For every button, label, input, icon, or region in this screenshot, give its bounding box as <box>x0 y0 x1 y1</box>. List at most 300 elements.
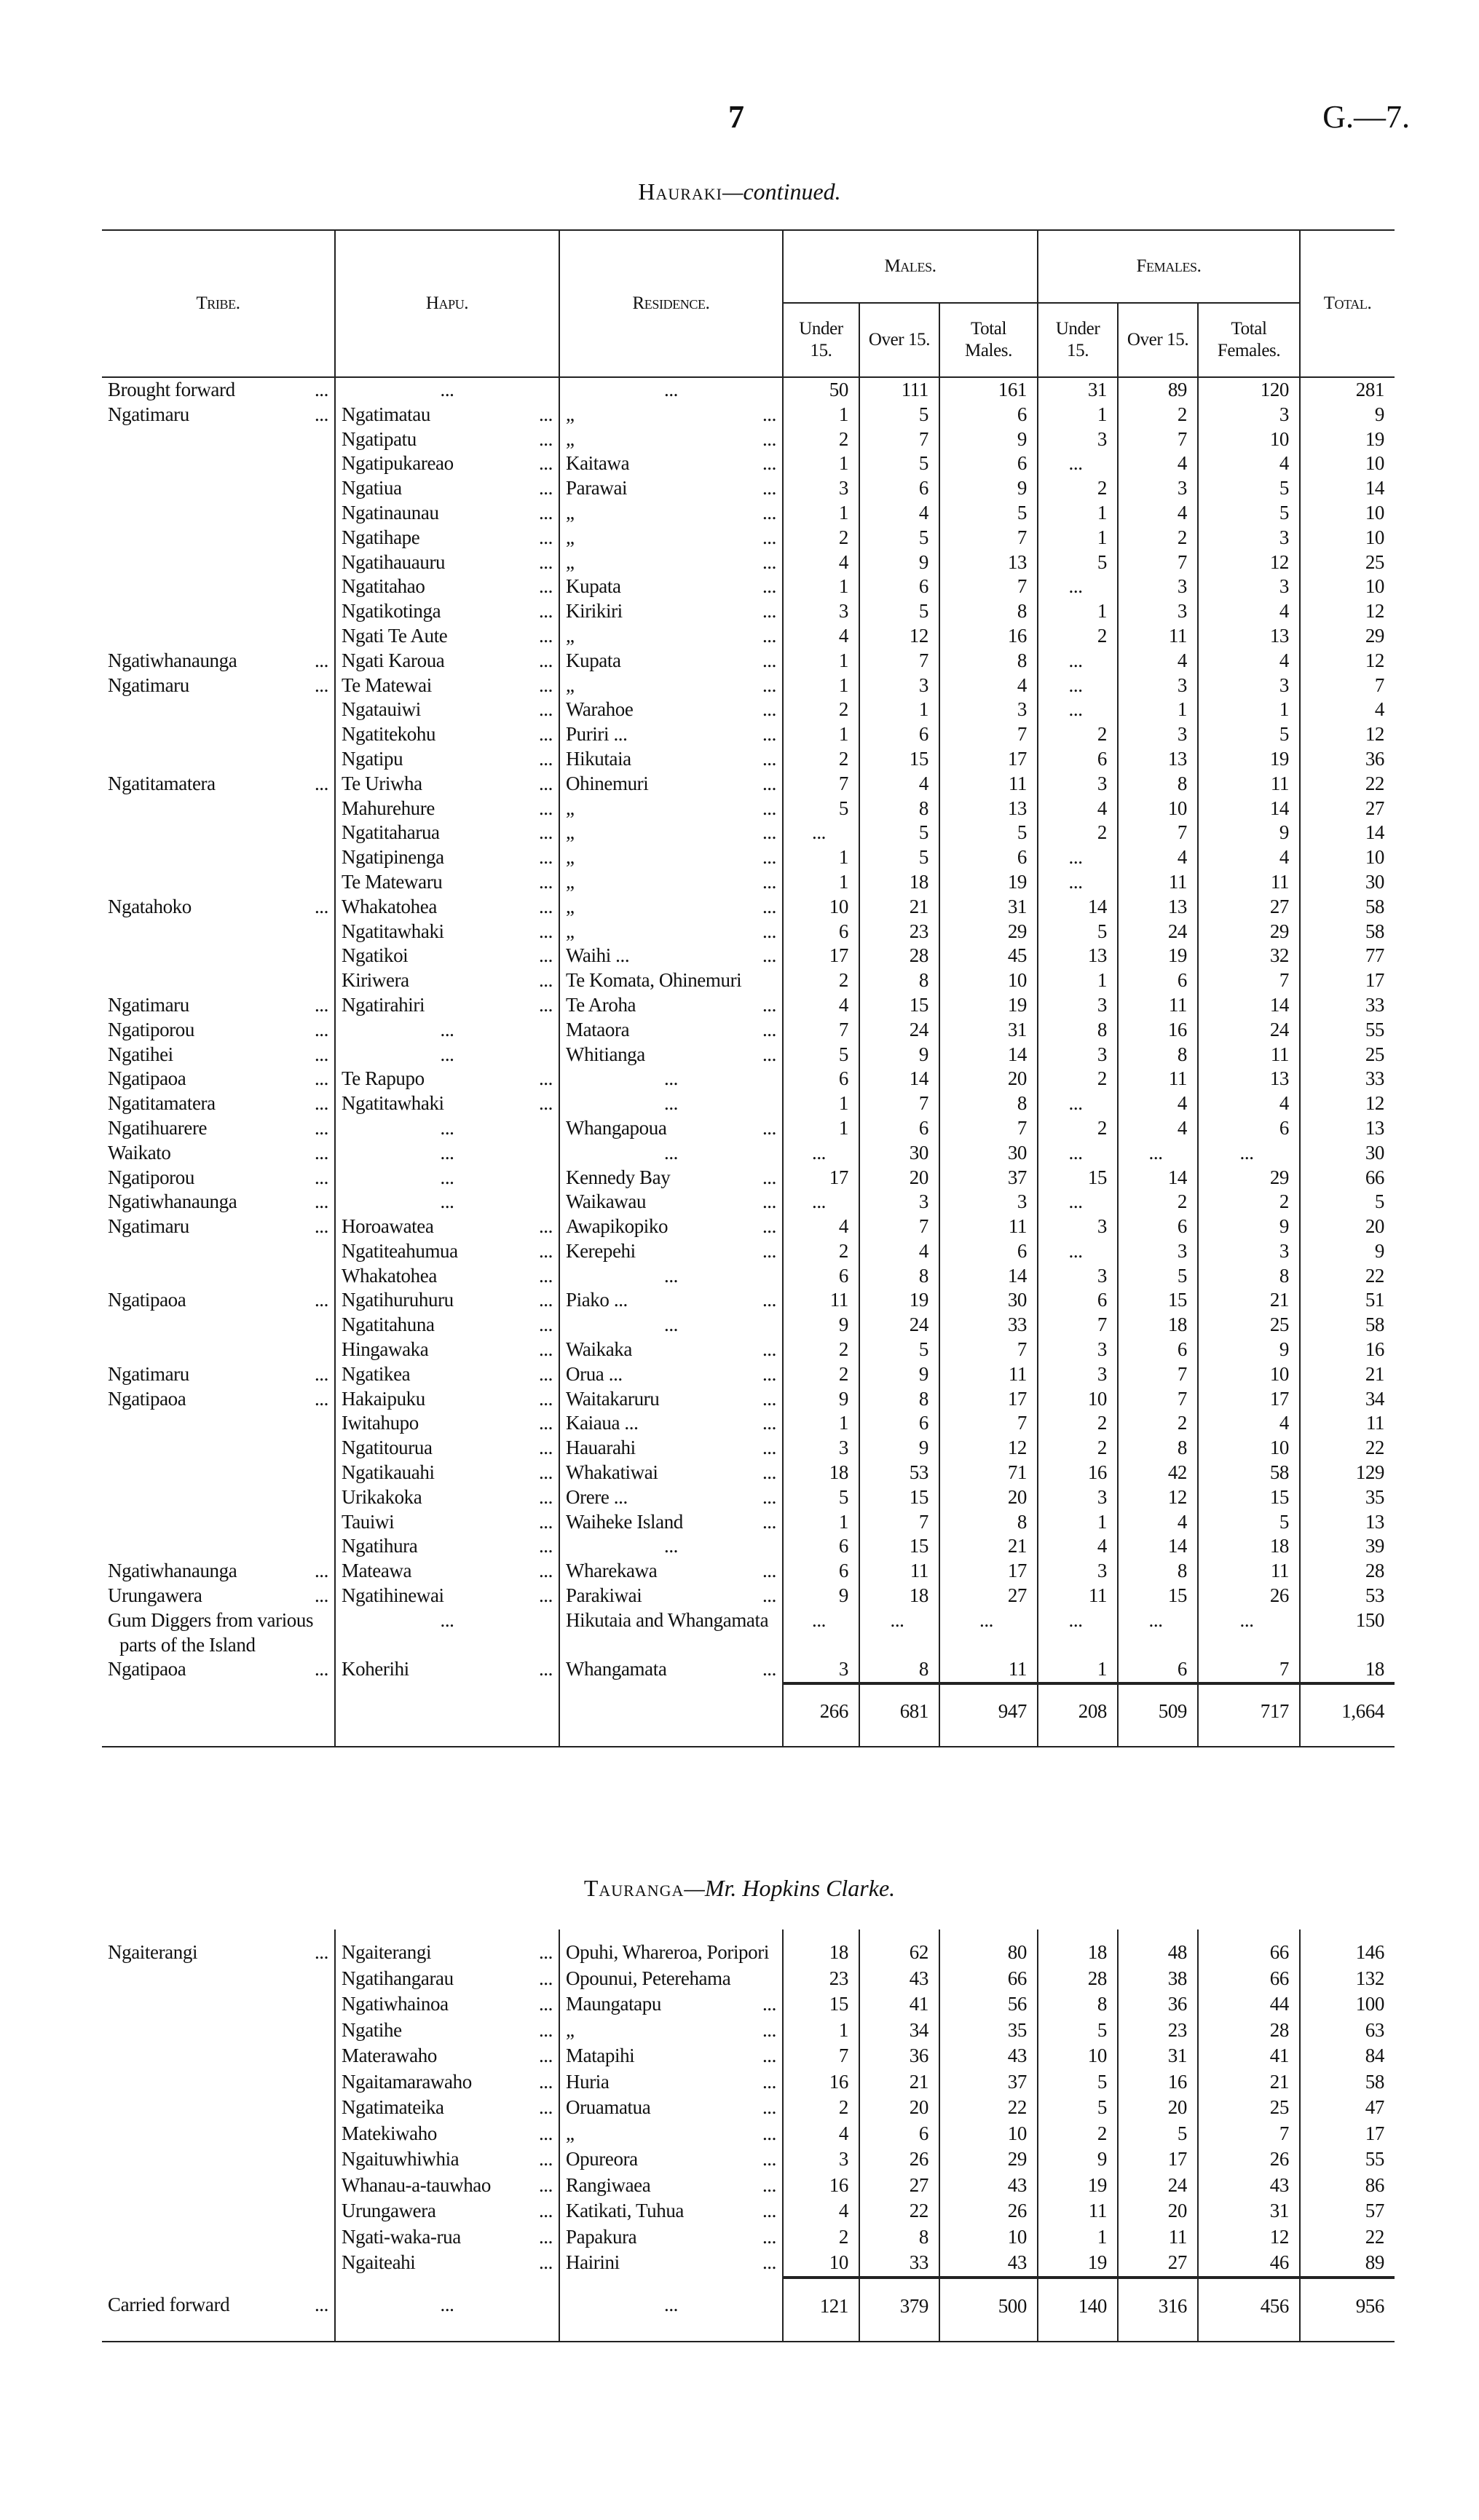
hapu-cell-text: Ngatiteahumua <box>342 1239 458 1262</box>
females-under-15-cell: 3 <box>1038 1214 1118 1239</box>
tribe-cell <box>102 526 335 550</box>
males-over-15-cell: 24 <box>859 1018 939 1043</box>
residence-cell <box>559 649 783 674</box>
table-row <box>102 1387 1395 1412</box>
total-males-cell: 17 <box>939 1387 1038 1412</box>
females-over-15-cell: 17 <box>1118 2146 1198 2173</box>
hapu-cell-text: Mahurehure <box>342 797 435 819</box>
tribe-cell-text: Ngatiwhanaunga <box>108 649 237 671</box>
residence-cell-text: „ <box>566 403 575 425</box>
hapu-cell: ... <box>335 1141 559 1166</box>
hapu-cell-content <box>342 1461 553 1485</box>
females-over-15-cell: 8 <box>1118 1436 1198 1461</box>
table-row <box>102 1534 1395 1559</box>
males-under-15-cell: 1 <box>783 2018 859 2044</box>
total-males-cell: 13 <box>939 550 1038 575</box>
residence-cell-content <box>566 476 776 501</box>
residence-cell <box>559 1043 783 1067</box>
residence-cell <box>559 722 783 747</box>
dot-leader: ... <box>762 993 776 1016</box>
males-under-15-cell: 121 <box>783 2278 859 2342</box>
total-cell: 100 <box>1300 1991 1395 2018</box>
total-cell: 33 <box>1300 1067 1395 1091</box>
dot-leader: ... <box>538 501 553 524</box>
total-females-cell: 5 <box>1198 1510 1300 1535</box>
total-males-cell: 8 <box>939 599 1038 624</box>
tribe-cell <box>102 427 335 452</box>
males-over-15-cell: 21 <box>859 2069 939 2096</box>
dot-leader: ... <box>314 1362 328 1385</box>
males-over-15-cell: 9 <box>859 1436 939 1461</box>
tribe-cell-text: Urungawera <box>108 1584 202 1607</box>
residence-cell: Hikutaia and Whangamata <box>559 1608 783 1658</box>
dot-leader: ... <box>538 1993 553 2015</box>
tribe-cell <box>102 821 335 845</box>
males-under-15-cell: 7 <box>783 772 859 797</box>
hapu-cell-text: Ngatihura <box>342 1535 418 1557</box>
hapu-cell-text: Ngatirahiri <box>342 993 425 1016</box>
table-row <box>102 1436 1395 1461</box>
total-males-cell: 5 <box>939 821 1038 845</box>
hapu-cell <box>335 1485 559 1510</box>
total-cell: 14 <box>1300 821 1395 845</box>
residence-cell-text: Maungatapu <box>566 1993 661 2015</box>
residence-cell-content <box>566 2198 776 2224</box>
males-under-15-cell: 23 <box>783 1966 859 1992</box>
males-over-15-cell: 62 <box>859 1940 939 1966</box>
spacer-cell <box>559 1930 783 1940</box>
hapu-cell-content <box>342 2198 553 2224</box>
males-under-15-cell: 1 <box>783 1091 859 1116</box>
total-males-cell: 45 <box>939 944 1038 968</box>
total-cell: 21 <box>1300 1362 1395 1387</box>
total-males-cell: 14 <box>939 1264 1038 1289</box>
total-females-cell: 1 <box>1198 698 1300 722</box>
dot-leader: ... <box>762 1485 776 1508</box>
dot-leader: ... <box>314 895 328 917</box>
total-males-cell: 43 <box>939 2173 1038 2199</box>
females-under-15-cell: 11 <box>1038 1584 1118 1608</box>
residence-cell <box>559 1239 783 1264</box>
dot-leader: ... <box>762 1387 776 1410</box>
residence-cell-text: Waikawau <box>566 1190 647 1213</box>
total-males-cell: 3 <box>939 1190 1038 1214</box>
total-females-cell: 11 <box>1198 870 1300 895</box>
residence-cell <box>559 698 783 722</box>
total-males-cell: 7 <box>939 526 1038 550</box>
males-under-15-cell: 2 <box>783 1338 859 1362</box>
dot-leader: ... <box>762 895 776 917</box>
total-males-cell: 10 <box>939 2224 1038 2251</box>
header-males: Males. <box>783 230 1038 303</box>
tribe-cell-text: Ngatimaru <box>108 403 189 425</box>
males-over-15-cell: 4 <box>859 501 939 526</box>
residence-cell <box>559 2095 783 2121</box>
hapu-cell-text: Ngatihe <box>342 2018 402 2041</box>
table-row <box>102 920 1395 944</box>
females-over-15-cell: 7 <box>1118 1362 1198 1387</box>
table-row <box>102 1116 1395 1141</box>
dot-leader: ... <box>762 1338 776 1361</box>
hapu-cell: ... <box>335 377 559 403</box>
residence-cell-text: Whitianga <box>566 1043 645 1065</box>
section-name: Hauraki <box>638 178 723 205</box>
total-females-cell: 10 <box>1198 1436 1300 1461</box>
females-under-15-cell: 31 <box>1038 377 1118 403</box>
females-over-15-cell: 27 <box>1118 2250 1198 2278</box>
tribe-cell <box>102 1043 335 1067</box>
total-females-cell: 11 <box>1198 772 1300 797</box>
total-males-cell: 7 <box>939 1116 1038 1141</box>
hapu-cell <box>335 1264 559 1289</box>
tribe-cell-text: Ngatipaoa <box>108 1289 186 1311</box>
residence-cell <box>559 550 783 575</box>
hapu-cell <box>335 747 559 772</box>
total-cell: 84 <box>1300 2043 1395 2069</box>
residence-cell-content <box>566 451 776 476</box>
dot-leader: ... <box>538 2018 553 2041</box>
males-under-15-cell: 7 <box>783 1018 859 1043</box>
total-cell: 33 <box>1300 993 1395 1018</box>
females-under-15-cell: ... <box>1038 1190 1118 1214</box>
tribe-cell <box>102 1485 335 1510</box>
males-under-15-cell: 1 <box>783 845 859 870</box>
males-under-15-cell: 1 <box>783 574 859 599</box>
females-over-15-cell: 42 <box>1118 1461 1198 1485</box>
females-over-15-cell: 1 <box>1118 698 1198 722</box>
males-under-15-cell: 2 <box>783 427 859 452</box>
residence-cell <box>559 2146 783 2173</box>
residence-cell-text: Whakatiwai <box>566 1461 658 1484</box>
males-over-15-cell: 7 <box>859 427 939 452</box>
hapu-cell-text: Ngatitekohu <box>342 723 436 746</box>
residence-cell-content <box>566 674 776 698</box>
females-under-15-cell: 2 <box>1038 1067 1118 1091</box>
table-row <box>102 1239 1395 1264</box>
tribe-cell-text: Ngatimaru <box>108 993 189 1016</box>
table-row <box>102 1584 1395 1608</box>
total-males-cell: 7 <box>939 574 1038 599</box>
tribe-cell-content <box>108 1288 328 1313</box>
hapu-cell <box>335 1966 559 1992</box>
residence-cell <box>559 1116 783 1141</box>
females-over-15-cell: 10 <box>1118 797 1198 821</box>
hapu-cell <box>335 2173 559 2199</box>
dot-leader: ... <box>538 1560 553 1582</box>
totals-row <box>102 2278 1395 2342</box>
hapu-cell <box>335 698 559 722</box>
males-under-15-cell: 17 <box>783 944 859 968</box>
hauraki-table <box>102 229 1395 1747</box>
residence-cell-content <box>566 427 776 452</box>
table-row <box>102 1485 1395 1510</box>
dot-leader: ... <box>762 526 776 548</box>
tribe-cell-text: Ngaiterangi <box>108 1941 198 1963</box>
hapu-cell-text: Ngatitawhaki <box>342 1092 444 1115</box>
total-females-cell: 3 <box>1198 1239 1300 1264</box>
hapu-cell-text: Ngatipinenga <box>342 846 444 869</box>
dot-leader: ... <box>762 575 776 598</box>
tribe-cell-text: Ngatihuarere <box>108 1116 208 1139</box>
total-males-cell: 66 <box>939 1966 1038 1992</box>
hapu-cell-text: Whakatohea <box>342 1264 437 1287</box>
total-females-cell: 31 <box>1198 2198 1300 2224</box>
dot-leader: ... <box>538 944 553 967</box>
residence-cell: Opuhi, Whareroa, Poripori <box>559 1940 783 1966</box>
total-females-cell: 21 <box>1198 2069 1300 2096</box>
total-males-cell: 8 <box>939 649 1038 674</box>
dot-leader: ... <box>314 1116 328 1139</box>
hapu-cell <box>335 2250 559 2278</box>
hapu-cell <box>335 649 559 674</box>
total-cell: 7 <box>1300 674 1395 698</box>
hapu-cell-content <box>342 1485 553 1510</box>
dot-leader: ... <box>314 1560 328 1582</box>
males-over-15-cell: 20 <box>859 2095 939 2121</box>
total-males-cell: 161 <box>939 377 1038 403</box>
females-over-15-cell: 31 <box>1118 2043 1198 2069</box>
totals-row <box>102 1683 1395 1747</box>
header-males-over-15: Over 15. <box>859 303 939 377</box>
tribe-cell <box>102 1510 335 1535</box>
total-males-cell: 4 <box>939 674 1038 698</box>
table-row <box>102 698 1395 722</box>
total-females-cell: 4 <box>1198 845 1300 870</box>
tribe-cell-text: Ngatipaoa <box>108 1067 186 1090</box>
males-over-15-cell: 30 <box>859 1141 939 1166</box>
total-females-cell: 9 <box>1198 821 1300 845</box>
hapu-cell-content <box>342 674 553 698</box>
tribe-cell-content <box>108 403 328 427</box>
spacer-cell <box>1300 1930 1395 1940</box>
dot-leader: ... <box>762 747 776 770</box>
tribe-cell: Gum Diggers from various parts of the Island <box>108 1608 314 1656</box>
hapu-cell-content <box>342 1264 553 1289</box>
dot-leader: ... <box>538 1092 553 1115</box>
females-under-15-cell: 1 <box>1038 526 1118 550</box>
dot-leader: ... <box>314 1166 328 1188</box>
hapu-cell-text: Ngatikauahi <box>342 1461 435 1484</box>
hapu-cell <box>335 1362 559 1387</box>
males-over-15-cell: 41 <box>859 1991 939 2018</box>
total-females-cell: 29 <box>1198 920 1300 944</box>
females-over-15-cell: 23 <box>1118 2018 1198 2044</box>
total-females-cell: 4 <box>1198 451 1300 476</box>
total-males-cell: 80 <box>939 1940 1038 1966</box>
dot-leader: ... <box>762 1412 776 1434</box>
table-row <box>102 1313 1395 1338</box>
dot-leader: ... <box>762 2122 776 2144</box>
females-over-15-cell: 11 <box>1118 2224 1198 2251</box>
females-over-15-cell: 6 <box>1118 1214 1198 1239</box>
total-cell: 51 <box>1300 1288 1395 1313</box>
dot-leader: ... <box>762 1658 776 1680</box>
dot-leader: ... <box>314 1067 328 1090</box>
hapu-cell-content <box>342 403 553 427</box>
residence-cell-text: Kupata <box>566 649 621 671</box>
total-males-cell: 30 <box>939 1288 1038 1313</box>
residence-cell <box>559 870 783 895</box>
total-males-cell: 71 <box>939 1461 1038 1485</box>
dot-leader: ... <box>538 821 553 844</box>
males-over-15-cell: 19 <box>859 1288 939 1313</box>
residence-cell <box>559 526 783 550</box>
total-cell: 11 <box>1300 1411 1395 1436</box>
tribe-cell <box>102 1288 335 1313</box>
table-row <box>102 599 1395 624</box>
males-over-15-cell: 9 <box>859 1043 939 1067</box>
hapu-cell-content <box>342 526 553 550</box>
total-males-cell: 13 <box>939 797 1038 821</box>
residence-cell <box>559 1362 783 1387</box>
females-under-15-cell: 19 <box>1038 2173 1118 2199</box>
tribe-cell <box>102 1461 335 1485</box>
header-tribe: Tribe. <box>102 230 335 377</box>
males-over-15-cell: 3 <box>859 674 939 698</box>
females-under-15-cell: 1 <box>1038 1657 1118 1683</box>
total-females-cell: 9 <box>1198 1338 1300 1362</box>
hapu-cell <box>335 1239 559 1264</box>
hapu-cell-text: Ngati-waka-rua <box>342 2225 461 2248</box>
males-under-15-cell: 4 <box>783 993 859 1018</box>
page-number: 7 <box>728 99 744 135</box>
total-cell: 1,664 <box>1300 1683 1395 1747</box>
tribe-cell <box>102 1264 335 1289</box>
table-row <box>102 2224 1395 2251</box>
residence-cell: ... <box>559 1313 783 1338</box>
residence-cell-content <box>566 1288 776 1313</box>
hapu-cell <box>335 624 559 649</box>
residence-cell: ... <box>559 1264 783 1289</box>
residence-cell <box>559 747 783 772</box>
total-cell: 86 <box>1300 2173 1395 2199</box>
tribe-cell-content <box>108 895 328 920</box>
total-females-cell: 29 <box>1198 1166 1300 1190</box>
dot-leader: ... <box>538 1461 553 1484</box>
males-under-15-cell: 2 <box>783 526 859 550</box>
males-under-15-cell: 10 <box>783 895 859 920</box>
males-under-15-cell: 6 <box>783 920 859 944</box>
hauraki-table-body <box>102 377 1395 1747</box>
females-under-15-cell: 2 <box>1038 476 1118 501</box>
total-cell: 30 <box>1300 870 1395 895</box>
residence-cell-content <box>566 526 776 550</box>
males-under-15-cell: 9 <box>783 1387 859 1412</box>
residence-cell-content <box>566 870 776 895</box>
tribe-cell <box>102 1313 335 1338</box>
total-females-cell: 11 <box>1198 1043 1300 1067</box>
total-cell: 22 <box>1300 1436 1395 1461</box>
tribe-cell-text: Ngatimaru <box>108 1362 189 1385</box>
females-over-15-cell: 89 <box>1118 377 1198 403</box>
females-under-15-cell: 3 <box>1038 1362 1118 1387</box>
tribe-cell <box>102 1657 335 1683</box>
dot-leader: ... <box>538 600 553 623</box>
tribe-cell <box>102 772 335 797</box>
dot-leader: ... <box>762 2173 776 2196</box>
hapu-cell <box>335 1288 559 1313</box>
hapu-cell-content <box>342 427 553 452</box>
males-over-15-cell: 8 <box>859 1264 939 1289</box>
males-over-15-cell: 4 <box>859 1239 939 1264</box>
total-males-cell: 7 <box>939 1411 1038 1436</box>
hapu-cell-text: Ngatitourua <box>342 1437 433 1459</box>
residence-cell <box>559 1559 783 1584</box>
females-under-15-cell: 8 <box>1038 1991 1118 2018</box>
total-cell: 25 <box>1300 1043 1395 1067</box>
tribe-cell <box>102 722 335 747</box>
females-over-15-cell: 3 <box>1118 722 1198 747</box>
section-title-tauranga <box>0 1875 1479 1902</box>
males-over-15-cell: 379 <box>859 2278 939 2342</box>
total-females-cell: 5 <box>1198 722 1300 747</box>
tribe-cell <box>102 2121 335 2147</box>
residence-cell-content <box>566 747 776 772</box>
table-row <box>102 2146 1395 2173</box>
hapu-cell-content <box>342 550 553 575</box>
dot-leader: ... <box>538 452 553 475</box>
residence-cell <box>559 2043 783 2069</box>
hapu-cell-text: Ngatihape <box>342 526 420 548</box>
hapu-cell <box>335 599 559 624</box>
tribe-cell <box>102 403 335 427</box>
table-row <box>102 674 1395 698</box>
hapu-cell-text: Ngatitahao <box>342 575 425 598</box>
hapu-cell-text: Ngatitahuna <box>342 1314 435 1336</box>
residence-cell <box>559 2018 783 2044</box>
dot-leader: ... <box>538 1338 553 1361</box>
dot-leader: ... <box>538 1215 553 1238</box>
males-over-15-cell: ... <box>859 1608 939 1658</box>
hapu-cell-content <box>342 1338 553 1362</box>
hapu-cell-text: Ngaituwhiwhia <box>342 2148 460 2170</box>
total-females-cell: 13 <box>1198 624 1300 649</box>
females-over-15-cell: 4 <box>1118 1116 1198 1141</box>
total-males-cell: 31 <box>939 895 1038 920</box>
document-reference: G.—7. <box>1322 99 1410 135</box>
females-over-15-cell: 24 <box>1118 920 1198 944</box>
males-over-15-cell: 5 <box>859 1338 939 1362</box>
females-under-15-cell: 10 <box>1038 2043 1118 2069</box>
residence-cell-text: Hauarahi <box>566 1437 636 1459</box>
tribe-cell <box>102 1991 335 2018</box>
dot-leader: ... <box>538 2173 553 2196</box>
total-cell: 27 <box>1300 797 1395 821</box>
total-cell: 10 <box>1300 526 1395 550</box>
residence-cell-text: Wharekawa <box>566 1560 658 1582</box>
dot-leader: ... <box>762 2045 776 2066</box>
tribe-cell-content <box>108 1214 328 1239</box>
females-over-15-cell: 7 <box>1118 550 1198 575</box>
tribe-cell <box>102 377 335 403</box>
dot-leader: ... <box>762 600 776 623</box>
residence-cell-text: Te Aroha <box>566 993 636 1016</box>
males-over-15-cell: 18 <box>859 1584 939 1608</box>
residence-cell-content <box>566 1510 776 1535</box>
females-under-15-cell: 6 <box>1038 1288 1118 1313</box>
total-females-cell: 12 <box>1198 550 1300 575</box>
table-header <box>102 230 1395 377</box>
males-over-15-cell: 24 <box>859 1313 939 1338</box>
females-under-15-cell: 28 <box>1038 1966 1118 1992</box>
males-over-15-cell: 5 <box>859 821 939 845</box>
total-females-cell: 10 <box>1198 427 1300 452</box>
females-under-15-cell: 2 <box>1038 624 1118 649</box>
table-row <box>102 1067 1395 1091</box>
residence-cell-content <box>566 772 776 797</box>
dot-leader: ... <box>538 747 553 770</box>
males-under-15-cell: 4 <box>783 550 859 575</box>
